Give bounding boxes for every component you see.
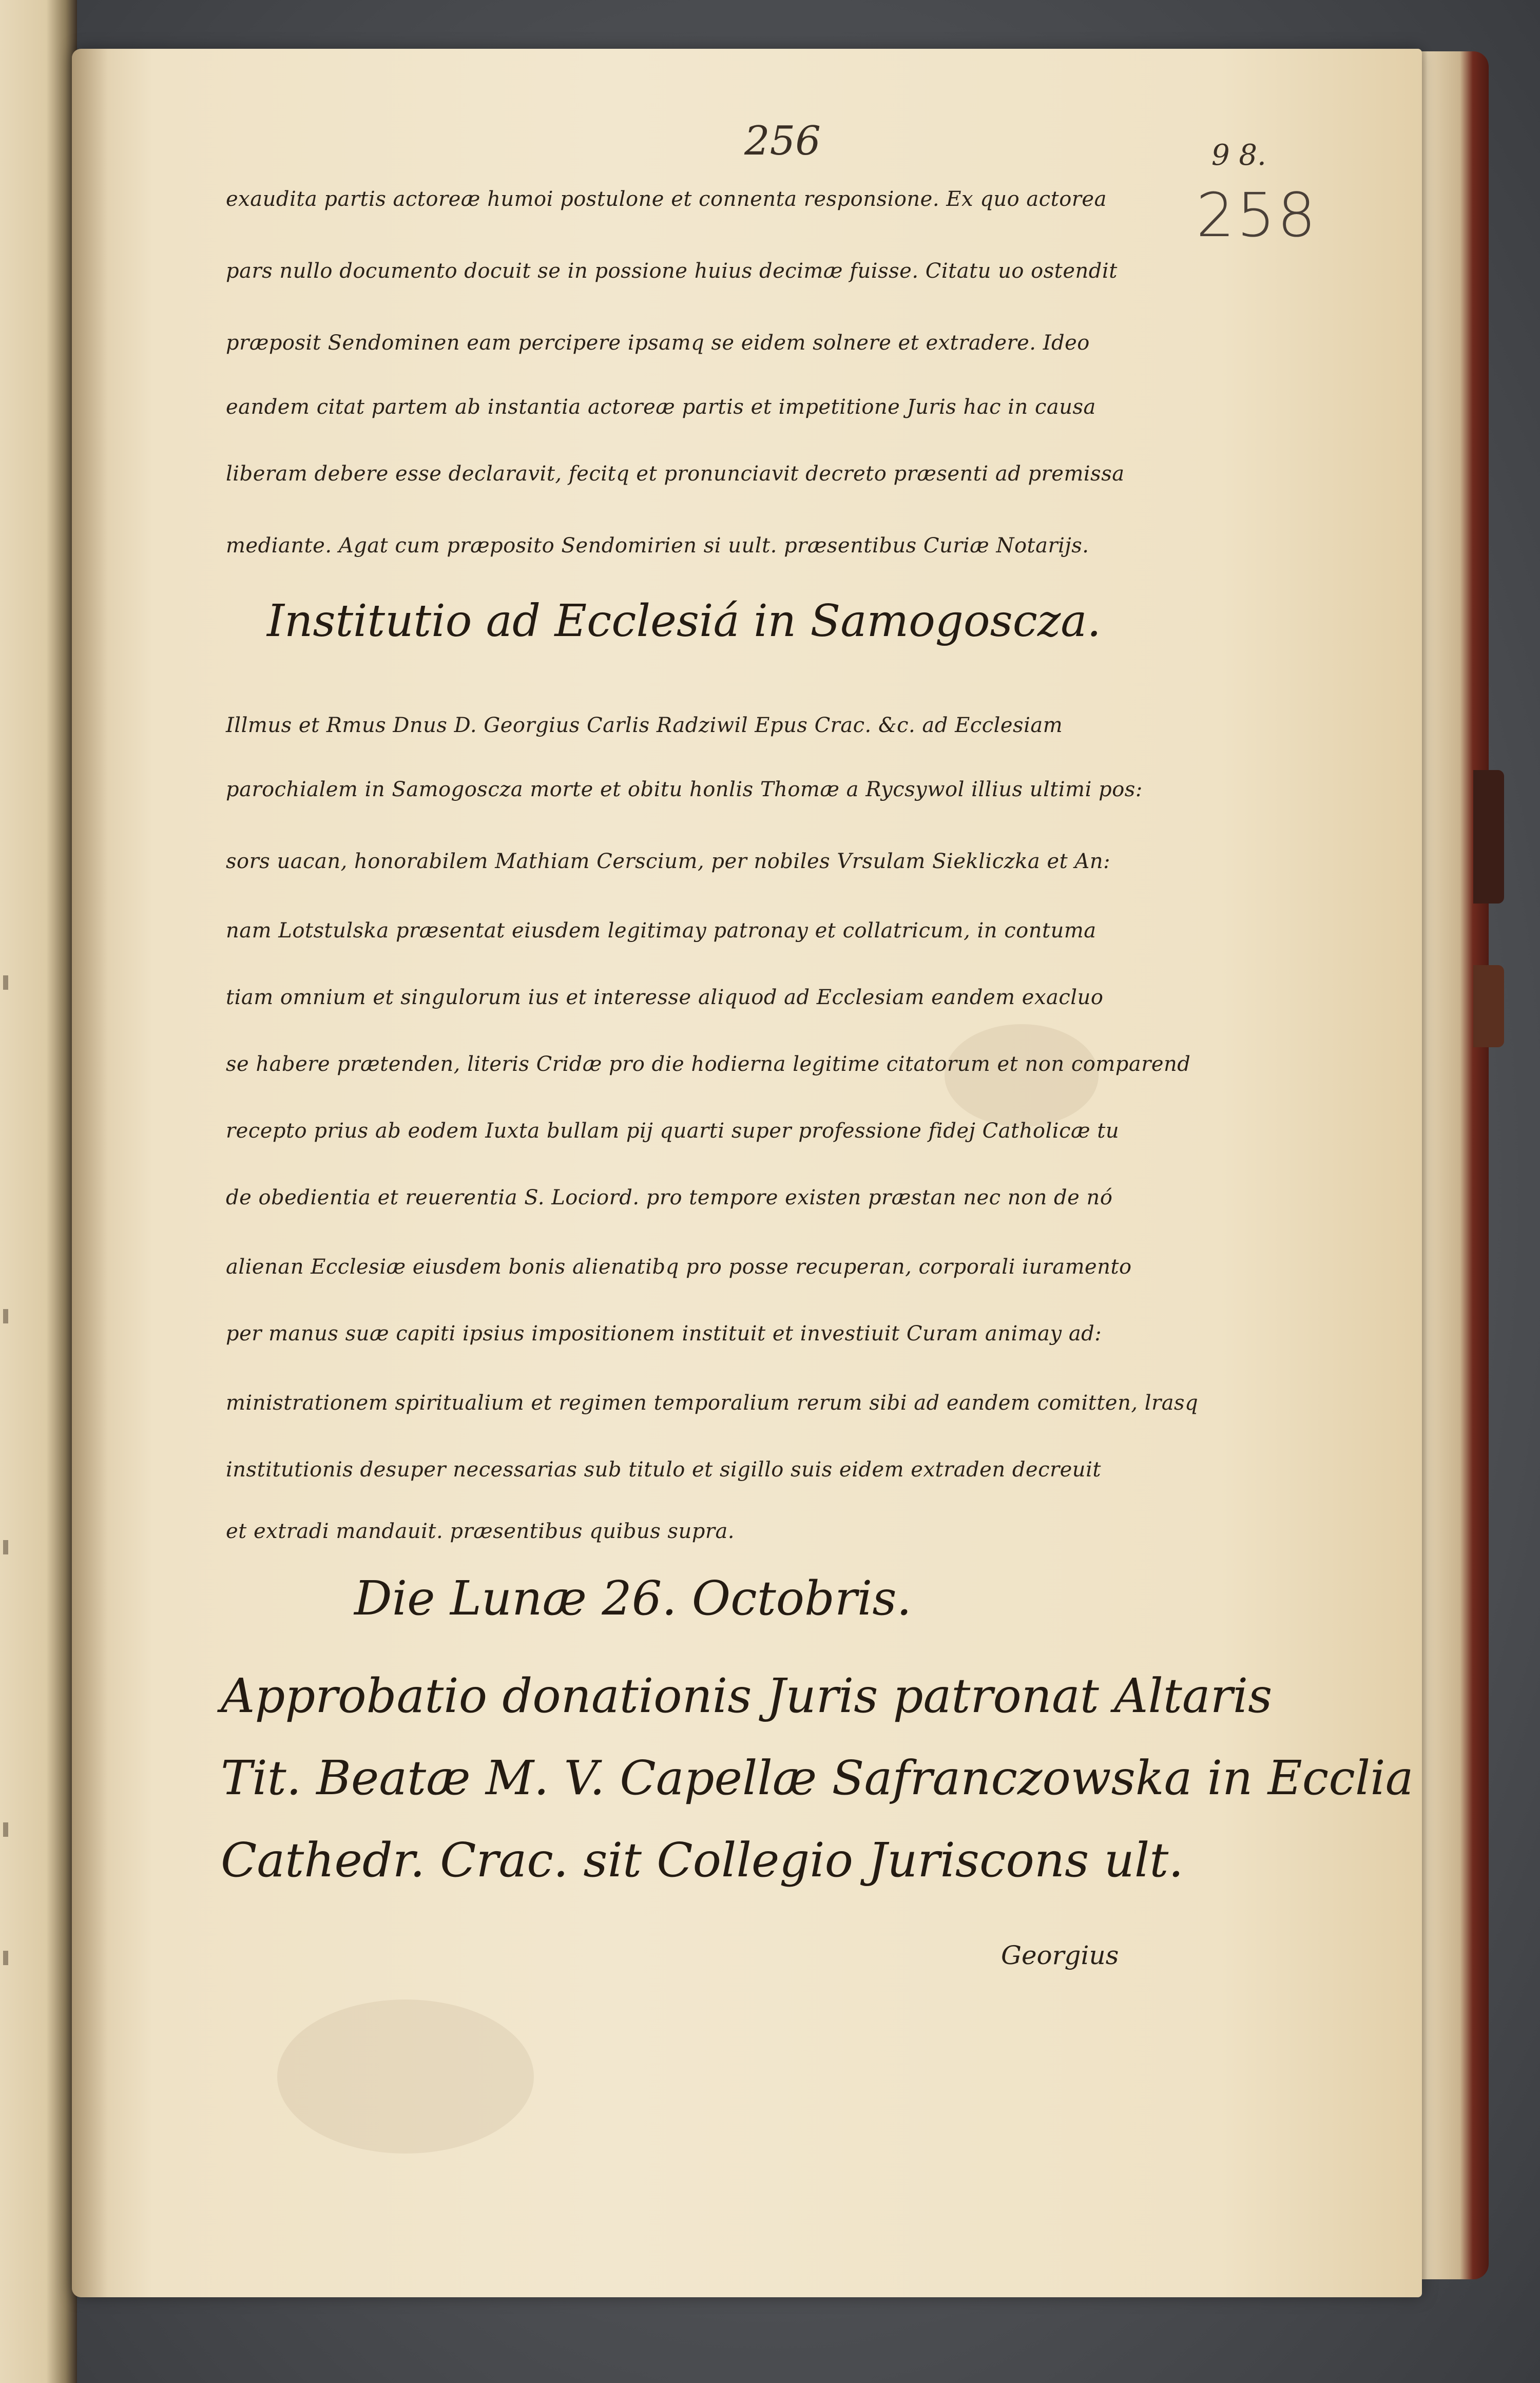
text-line: se habere prætenden, literis Cridæ pro die hodierna legitime citatorum et non comparend — [226, 1052, 1191, 1076]
text-line: institutionis desuper necessarias sub titulo et sigillo suis eidem extraden decreuit — [226, 1458, 1101, 1482]
section-heading: Cathedr. Crac. sit Collegio Juriscons ult. — [221, 1833, 1184, 1888]
date-heading: Die Lunæ 26. Octobris. — [354, 1571, 912, 1626]
left-page-edge — [0, 0, 77, 2383]
section-heading: Tit. Beatæ M. V. Capellæ Safranczowska in Ecclia — [221, 1751, 1414, 1805]
section-heading: Institutio ad Ecclesiá in Samogoscza. — [267, 595, 1101, 647]
text-line: Illmus et Rmus Dnus D. Georgius Carlis Radziwil Epus Crac. &c. ad Ecclesiam — [226, 714, 1063, 737]
text-line: parochialem in Samogoscza morte et obitu honlis Thomæ a Rycsywol illius ultimi pos: — [226, 778, 1143, 801]
text-line: pars nullo documento docuit se in possione huius decimæ fuisse. Citatu uo ostendit — [226, 259, 1118, 283]
manuscript-page — [72, 49, 1422, 2297]
text-line: mediante. Agat cum præposito Sendomirien si uult. præsentibus Curiæ Notarijs. — [226, 534, 1089, 558]
section-heading: Approbatio donationis Juris patronat Altaris — [221, 1668, 1273, 1723]
text-line: præposit Sendominen eam percipere ipsamq se eidem solnere et extradere. Ideo — [226, 331, 1090, 355]
text-line: sors uacan, honorabilem Mathiam Cerscium, per nobiles Vrsulam Siekliczka et An: — [226, 850, 1111, 873]
folio-number-new: 258 — [1196, 180, 1318, 251]
text-line: de obedientia et reuerentia S. Lociord. pro tempore existen præstan nec non de nó — [226, 1186, 1113, 1209]
book-tab-lower — [1473, 965, 1504, 1047]
folio-number-old: 256 — [744, 118, 821, 164]
folio-number-ms: 9 8. — [1211, 139, 1266, 172]
text-line: eandem citat partem ab instantia actoreæ partis et impetitione Juris hac in causa — [226, 395, 1096, 419]
text-line: recepto prius ab eodem Iuxta bullam pij quarti super professione fidej Catholicæ tu — [226, 1119, 1120, 1143]
text-line: tiam omnium et singulorum ius et interesse aliquod ad Ecclesiam eandem exacluo — [226, 986, 1104, 1009]
catchword-signature: Georgius — [1001, 1940, 1119, 1970]
text-line: alienan Ecclesiæ eiusdem bonis alienatibq pro posse recuperan, corporali iuramento — [226, 1255, 1132, 1279]
text-line: nam Lotstulska præsentat eiusdem legitimay patronay et collatricum, in contuma — [226, 919, 1096, 943]
text-line: per manus suæ capiti ipsius impositionem instituit et investiuit Curam animay ad: — [226, 1322, 1102, 1346]
book-cover-edge — [1417, 51, 1489, 2279]
book-tab — [1473, 770, 1504, 904]
text-line: exaudita partis actoreæ humoi postulone et connenta responsione. Ex quo actorea — [226, 187, 1107, 211]
text-line: et extradi mandauit. præsentibus quibus supra. — [226, 1520, 735, 1543]
text-line: ministrationem spiritualium et regimen temporalium rerum sibi ad eandem comitten, lrasq — [226, 1391, 1199, 1415]
text-line: liberam debere esse declaravit, fecitq et pronunciavit decreto præsenti ad premissa — [226, 462, 1125, 486]
